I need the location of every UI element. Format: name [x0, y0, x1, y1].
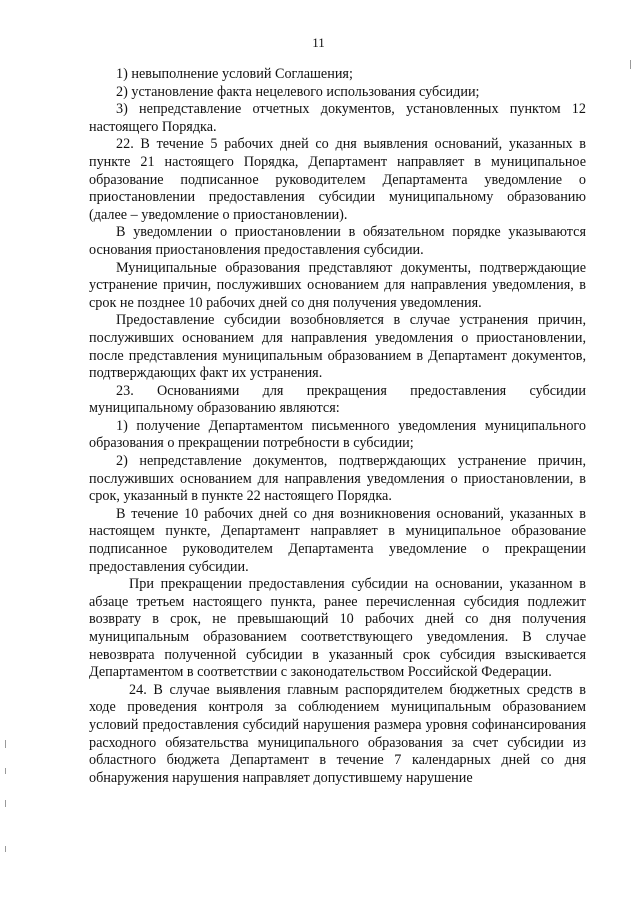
- page-number: 11: [312, 35, 325, 50]
- scan-mark: [5, 740, 6, 748]
- scan-mark: [5, 846, 6, 852]
- paragraph-refund: При прекращении предоставления субсидии на основании, указанном в абзаце третьем настоящего пункта, ранее перечисленная субсидия подлежит возврату в срок, не превышающий 10 рабочих дней со дня получения муниципальным образованием соответствующего уведомления. В случае невозврата полученной субсидии в указанный срок субсидия взыскивается Департаментом в соответствии с законодательством Российской Федерации.: [89, 576, 586, 681]
- list-item-3: 3) непредставление отчетных документов, установленных пунктом 12 настоящего Порядка.: [89, 101, 586, 135]
- list-item-termination-2: 2) непредставление документов, подтверждающих устранение причин, послуживших основанием для направления уведомления о приостановлении, в срок, указанный в пункте 22 настоящего Порядка.: [89, 453, 586, 505]
- scan-mark: [5, 800, 6, 807]
- clause-22: 22. В течение 5 рабочих дней со дня выявления оснований, указанных в пункте 21 настоящего Порядка, Департамент направляет в муниципальное образование подписанное руководителем Департамента уведомление о приостановлении предоставления субсидии муниципальному образованию (далее – уведомление о приостановлении).: [89, 136, 586, 223]
- list-item-2: 2) установление факта нецелевого использования субсидии;: [116, 83, 480, 100]
- scan-mark: [630, 60, 631, 69]
- clause-24: 24. В случае выявления главным распорядителем бюджетных средств в ходе проведения контроля за соблюдением муниципальным образованием условий предоставления субсидий нарушения размера уровня софинансирования расходного обязательства муниципального образования за счет субсидии из областного бюджета Департамент в течение 7 календарных дней со дня обнаружения нарушения направляет допустившему нарушение: [89, 681, 586, 786]
- paragraph-termination-notice: В течение 10 рабочих дней со дня возникновения оснований, указанных в настоящем пункте, Департамент направляет в муниципальное образование подписанное руководителем Департамента уведомление о прекращении предоставления субсидии.: [89, 505, 586, 575]
- paragraph-resumption: Предоставление субсидии возобновляется в случае устранения причин, послуживших основанием для направления уведомления о приостановлении, после представления муниципальным образованием в Департамент документов, подтверждающих факт их устранения.: [89, 312, 586, 382]
- paragraph-notice-grounds: В уведомлении о приостановлении в обязательном порядке указываются основания приостановления предоставления субсидии.: [89, 224, 586, 258]
- document-body: [89, 66, 586, 787]
- scan-mark: [5, 768, 6, 774]
- list-item-termination-1: 1) получение Департаментом письменного уведомления муниципального образования о прекращении потребности в субсидии;: [89, 417, 586, 452]
- clause-23: 23. Основаниями для прекращения предоставления субсидии муниципальному образованию являются:: [89, 382, 586, 417]
- list-item-1: 1) невыполнение условий Соглашения;: [116, 66, 353, 82]
- paragraph-municipal-documents: Муниципальные образования представляют документы, подтверждающие устранение причин, послуживших основанием для направления уведомления, в срок не позднее 10 рабочих дней со дня получения уведомления.: [89, 259, 586, 311]
